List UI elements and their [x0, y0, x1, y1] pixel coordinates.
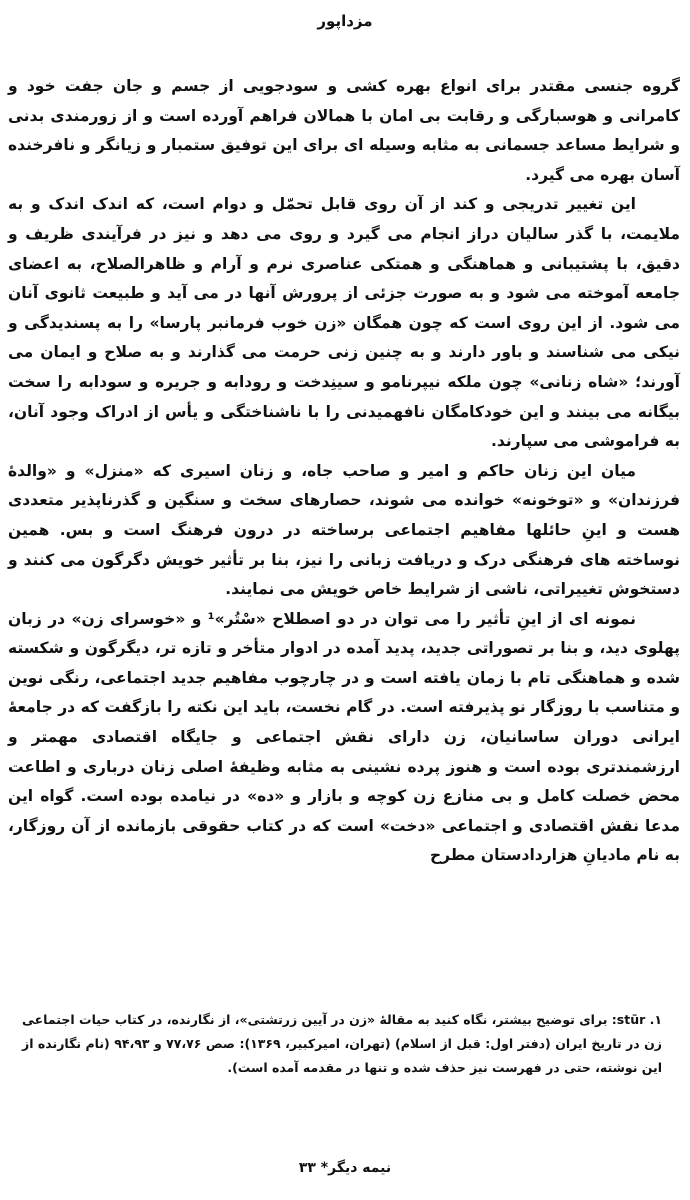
- paragraph: نمونه ای از اینِ تأثیر را می توان در دو اصطلاح «سْتُر»¹ و «خوسرای زن» در زبان پهلوی دید، و بنا بر تصوراتی جدید، پدید آمده در ادوار متأخر و تازه تر، دیگرگون و شکسته شده و هماهنگی تام با زمان یافته است و در چارچوب مفاهیم جدید اجتماعی، رنگی نوین و متناسب با روزگار نو پذیرفته است. در گام نخست، باید این نکته را بازگفت که در جامعهٔ ایرانی دوران ساسانیان، زن دارای نقش اجتماعی و جایگاه اقتصادی مهمتر و ارزشمندتری بوده است و هنوز پرده نشینی به مثابه وظیفهٔ اصلی زنان درباری و اطاعت محض خصلت کامل و بی منازع زن کوچه و بازار و «ده» در نیامده بوده است. گواه این مدعا نقش اقتصادی و اجتماعی «دخت» است که در کتاب حقوقی بازمانده از آن روزگار، به نام مادیانِ هزاردادستان مطرح: [8, 609, 680, 865]
- page-footer: نیمه دیگر* ۳۳: [298, 1160, 392, 1176]
- page-header: مزداپور: [317, 12, 373, 30]
- footnote-label: stūr .۱: [616, 1012, 662, 1027]
- paragraph: گروه جنسی مقتدر برای انواع بهره کشی و سودجویی از جسم و جان جفت خود و کامرانی و هوسبارگی و رقابت بی امان با همالان فراهم آورده است و از زورمندی بدنی و شرایط مساعد جسمانی به مثابه وسیله ای برای این توفیق ستمبار و زیانگر و نافرخنده آسان بهره می گیرد.: [8, 77, 680, 184]
- footnote: [22, 1008, 662, 1080]
- footnote-text: [22, 1008, 662, 1080]
- paragraph: میان این زنان حاکم و امیر و صاحب جاه، و زنان اسیری که «منزل» و «والدهٔ فرزندان» و «توخونه» خوانده می شوند، حصارهای سخت و سنگین و گذرناپذیر متعددی هست و اینِ حائلها مفاهیم اجتماعی برساخته در درون فرهنگ است و بس. همین نوساخته های فرهنگی درک و دریافت زبانی را نیز، بنا بر تأثیر خویش دگرگون می کنند و دستخوش تغییراتی، ناشی از شرایط خاص خویش می نمایند.: [8, 461, 680, 599]
- main-text: [8, 72, 680, 871]
- paragraph: این تغییر تدریجی و کند از آن روی قابل تحمّل و دوام است، که اندک اندک و به ملایمت، با گذر سالیان دراز انجام می گیرد و روی می دهد و نیز در فرآیندی ظریف و دقیق، با پشتیبانی و هماهنگی و همتکی عناصری نرم و آرام و ظاهرالصلاح، به اعضای جامعه آموخته می شود و به صورت جزئی از پرورش آنها در می آید و طبیعت ثانوی آنان می شود. از این روی است که چون همگان «زن خوب فرمانبر پارسا» را به پسندیدگی و نیکی می شناسند و باور دارند و به چنین زنی حرمت می گذارند و به صلاح و ایمان می آورند؛ «شاه زنانی» چون ملکه نیپرنامو و سینِدخت و رودابه و جریره و سودابه را سخت بیگانه می بینند و این خودکامگان نافهمیدنی را با ناشناختگی و یأس از ادراک وجود آنان، به فراموشی می سپارند.: [8, 195, 680, 451]
- footnote-body: : برای توضیح بیشتر، نگاه کنید به مقالهٔ «زن در آیین زرتشتی»، از نگارنده، در کتاب حیات اجتماعی زن در تاریخ ایران (دفتر اول: قبل از اسلام) (تهران، امیرکبیر، ۱۳۶۹): صص ۷۷،۷۶ و ۹۴،۹۳ (نام نگارنده از این نوشته، حتی در فهرست نیز حذف شده و تنها در مقدمه آمده است).: [22, 1012, 662, 1075]
